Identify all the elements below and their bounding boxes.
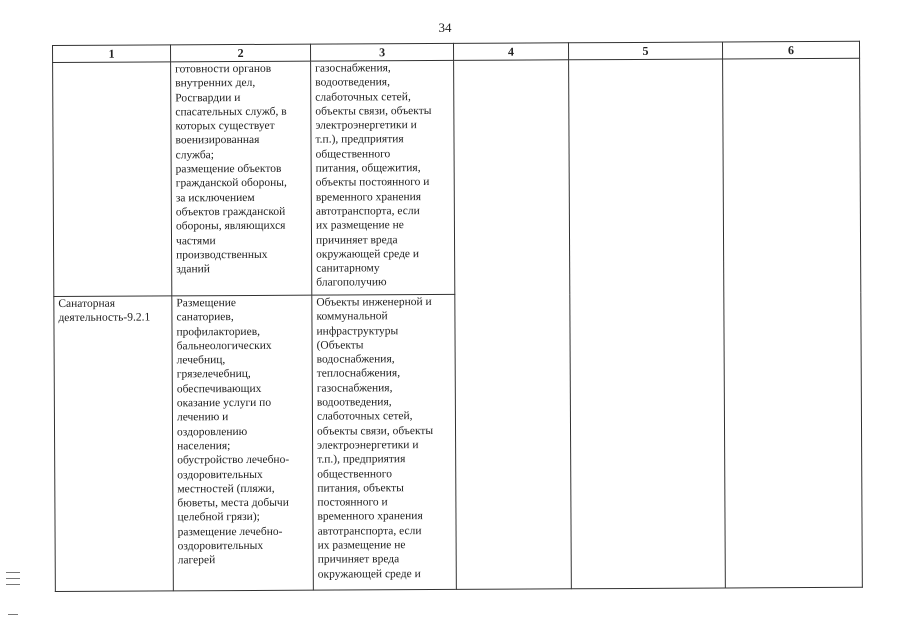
scan-margin-mark <box>6 578 20 579</box>
cell-text-auxiliary-uses: Объекты инженерной и коммунальной инфраструктуры (Объекты водоснабжения, теплоснабжения, газоснабжения, водоотведения, слаботочных сетей, объекты связи, объекты электроэнергетики и т.п.), предприятия общественного питания, объекты постоянного и временного хранения автотранспорта, если их размещение не причиняет вреда окружающей среде и <box>316 296 434 581</box>
column-header-1: 1 <box>53 45 171 63</box>
table-cell-col4 <box>454 60 572 590</box>
column-header-5: 5 <box>568 42 722 60</box>
table-cell <box>312 294 457 590</box>
table-cell-col5 <box>569 59 726 589</box>
scan-margin-dash <box>8 614 18 615</box>
table-cell <box>53 62 172 297</box>
cell-text-use-description: готовности органов внутренних дел, Росгвардии и спасательных служб, в которых существует военизированная служба; размещение объектов гражданской обороны, за исключением объектов гражданской обороны, являющихся частями производственных зданий <box>175 62 287 276</box>
cell-text-use-name: Санаторная деятельность-9.2.1 <box>58 297 151 325</box>
column-header-3: 3 <box>310 43 453 61</box>
column-header-6: 6 <box>722 41 859 59</box>
cell-text-auxiliary-uses: газоснабжения, водоотведения, слаботочных сетей, объекты связи, объекты электроэнергетики и т.п.), предприятия общественного питания, общежития, объекты постоянного и временного хранения автотранспорта, если их размещение не причиняет вреда окружающей среде и санитарному благополучию <box>315 62 432 290</box>
column-header-4: 4 <box>453 43 568 61</box>
table-row <box>53 58 861 296</box>
page-number: 34 <box>438 20 452 35</box>
cell-text-use-name <box>57 62 166 63</box>
scan-margin-mark <box>6 572 20 573</box>
table-cell-col6 <box>723 58 863 588</box>
scan-margin-mark <box>6 584 20 585</box>
zoning-table <box>52 41 863 592</box>
cell-text-use-description: Размещение санаториев, профилакториев, бальнеологических лечебниц, грязелечебниц, обеспечивающих оказание услуги по лечению и оздоровлению населения; обустройство лечебно- оздоровительных местностей (пляжи, бюветы, места добычи целебной грязи); размещение лечебно- оздоровительных лагерей <box>176 297 290 567</box>
table-cell <box>54 296 174 592</box>
column-header-2: 2 <box>171 44 311 62</box>
table-cell <box>311 60 455 295</box>
table-cell <box>172 295 314 591</box>
table-cell <box>171 61 312 296</box>
